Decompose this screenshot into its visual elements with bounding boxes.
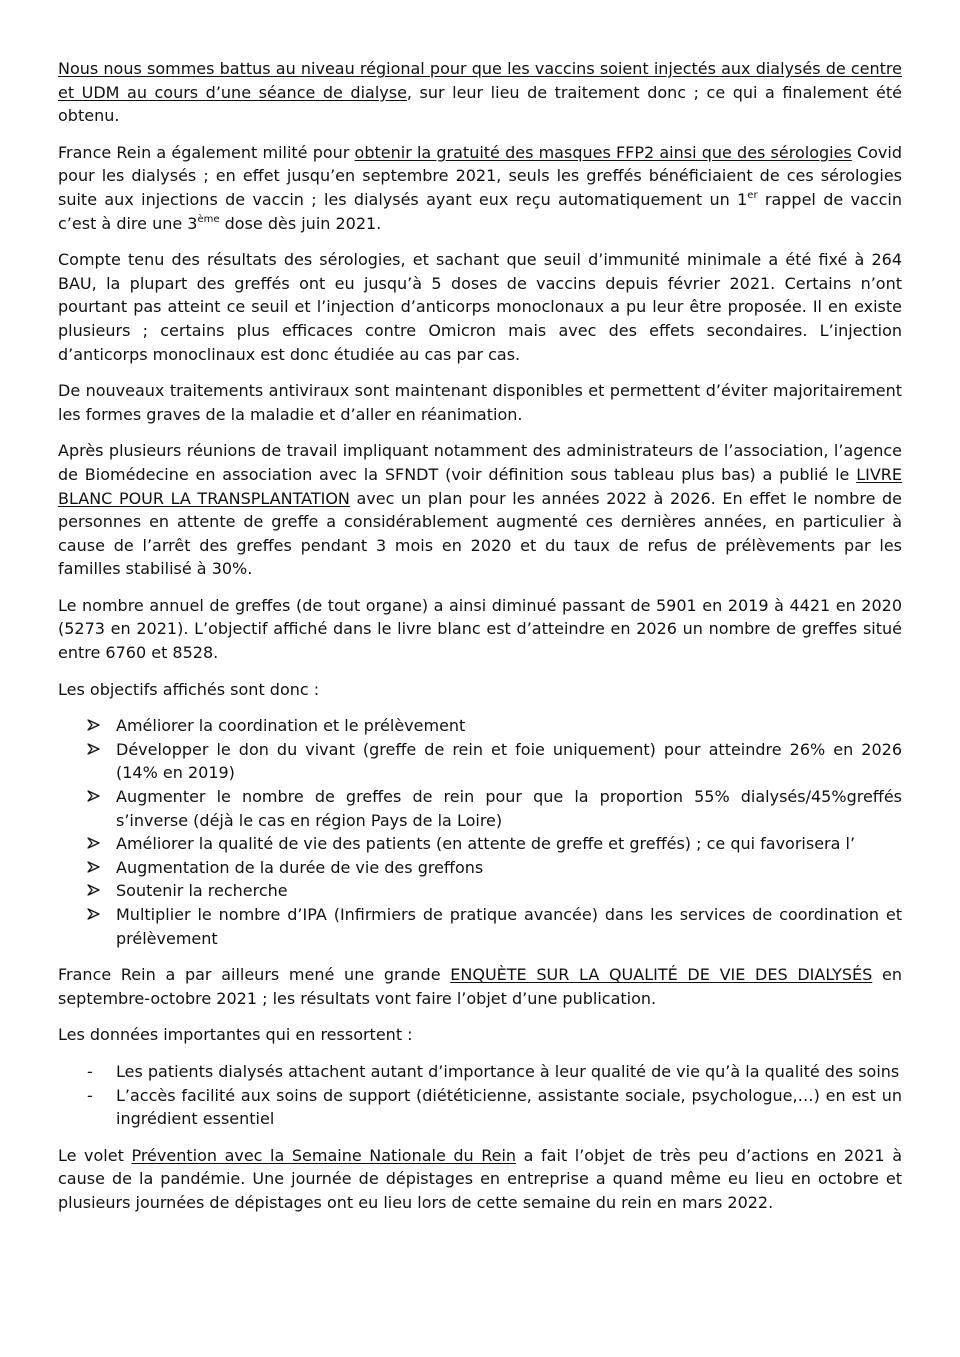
paragraph-ffp2-serology — [58, 141, 902, 235]
list-item-text: Multiplier le nombre d’IPA (Infirmiers de pratique avancée) dans les services de coordination et prélèvement — [116, 905, 902, 948]
list-item — [58, 832, 902, 856]
paragraph-objectives-intro: Les objectifs affichés sont donc : — [58, 679, 320, 699]
paragraph-white-book — [58, 439, 902, 581]
arrow-bullet-icon — [87, 714, 100, 738]
list-item-text: Soutenir la recherche — [116, 881, 288, 901]
paragraph-transplant-numbers: Le nombre annuel de greffes (de tout organe) a ainsi diminué passant de 5901 en 2019 à 4421 en 2020 (5273 en 2021). L’objectif affiché dans le livre blanc est d’atteindre en 2026 un nombre de greffes situé entre 6760 et 8528. — [58, 595, 902, 663]
list-item — [58, 714, 902, 738]
arrow-bullet-icon — [87, 879, 100, 903]
dash-bullet: - — [87, 1061, 93, 1081]
arrow-bullet-icon — [87, 903, 100, 927]
list-item-text: Améliorer la qualité de vie des patients (en attente de greffe et greffés) ; ce qui favorisera l’ — [116, 834, 856, 854]
arrow-bullet-icon — [87, 738, 100, 762]
list-item-text: Augmentation de la durée de vie des greffons — [116, 857, 484, 877]
text-span: France Rein a également milité pour — [58, 142, 355, 162]
arrow-bullet-icon — [87, 785, 100, 809]
text-span: Après plusieurs réunions de travail impliquant notamment des administrateurs de l’association, l’agence de Biomédecine en association avec la SFNDT (voir définition sous tableau plus bas) a publié le — [58, 441, 902, 484]
text-span: avec un plan pour les années 2022 à 2026. En effet le nombre de personnes en attente de greffe a considérablement augmenté ces dernières années, en particulier à cause de l’arrêt des greffes pendant 3 mois en 2020 et du taux de refus de prélèvements par les familles stabilisé à 30%. — [58, 488, 903, 579]
list-item-text: L’accès facilité aux soins de support (diététicienne, assistante sociale, psychologue,…) en est un ingrédient essentiel — [116, 1085, 902, 1129]
paragraph-quality-survey — [58, 963, 902, 1010]
text-span: a fait l’objet de très peu d’actions en 2021 à cause de la pandémie. Une journée de dépistages en entreprise a quand même eu lieu en octobre et plusieurs journées de dépistages ont eu lieu lors de cette semaine du rein en mars 2022. — [58, 1145, 902, 1212]
list-item — [58, 879, 902, 903]
text-span: en septembre-octobre 2021 ; les résultats vont faire l’objet d’une publication. — [58, 965, 902, 1008]
document-page — [58, 57, 902, 1228]
text-span: , sur leur lieu de traitement donc ; ce qui a finalement été obtenu. — [58, 82, 902, 126]
objectives-list — [58, 714, 902, 950]
list-item-text: Améliorer la coordination et le prélèvement — [116, 716, 466, 736]
arrow-bullet-icon — [87, 856, 100, 880]
underlined-phrase: obtenir la gratuité des masques FFP2 ainsi que des sérologies — [354, 142, 852, 162]
list-item-text: Augmenter le nombre de greffes de rein pour que la proportion 55% dialysés/45%greffés s’inverse (déjà le cas en région Pays de la Loire) — [116, 787, 902, 830]
paragraph-vaccination-dialysis — [58, 57, 902, 128]
paragraph-antiviral-treatments: De nouveaux traitements antiviraux sont maintenant disponibles et permettent d’éviter majoritairement les formes graves de la maladie et d’aller en réanimation. — [58, 381, 902, 424]
list-item — [58, 1060, 902, 1084]
underlined-phrase: Nous nous sommes battus au niveau régional pour que les vaccins soient injectés aux dialysés de centre et UDM au cours d’une séance de dialyse — [58, 59, 902, 102]
text-span: France Rein a par ailleurs mené une grande — [58, 965, 451, 985]
paragraph-prevention — [58, 1144, 902, 1215]
list-item-text: Développer le don du vivant (greffe de rein et foie uniquement) pour atteindre 26% en 2026 (14% en 2019) — [116, 739, 902, 783]
findings-list — [58, 1060, 902, 1131]
underlined-phrase: ENQUÈTE SUR LA QUALITÉ DE VIE DES DIALYSÉS — [450, 965, 873, 985]
superscript: ème — [197, 213, 220, 225]
text-span: Le volet — [58, 1145, 132, 1165]
underlined-phrase: LIVRE BLANC POUR LA TRANSPLANTATION — [58, 464, 902, 508]
paragraph-findings-intro: Les données importantes qui en ressortent : — [58, 1025, 413, 1045]
list-item-text: Les patients dialysés attachent autant d’importance à leur qualité de vie qu’à la qualité des soins — [116, 1061, 900, 1081]
list-item — [58, 903, 902, 950]
text-span: dose dès juin 2021. — [219, 213, 382, 233]
text-span: Covid pour les dialysés ; en effet jusqu’en septembre 2021, seuls les greffés bénéficiaient de ces sérologies suite aux injections de vaccin ; les dialysés ayant eux reçu automatiquement un 1 — [58, 142, 902, 209]
arrow-bullet-icon — [87, 832, 100, 856]
list-item — [58, 856, 902, 880]
underlined-phrase: Prévention avec la Semaine Nationale du Rein — [131, 1145, 517, 1165]
list-item — [58, 1084, 902, 1131]
text-span: rappel de vaccin c’est à dire une 3 — [58, 189, 903, 233]
paragraph-serology-results: Compte tenu des résultats des sérologies, et sachant que seuil d’immunité minimale a été fixé à 264 BAU, la plupart des greffés ont eu jusqu’à 5 doses de vaccins depuis février 2021. Certains n’ont pourtant pas atteint ce seuil et l’injection d’anticorps monoclonaux a pu leur être proposée. Il en existe plusieurs ; certains plus efficaces contre Omicron mais avec des effets secondaires. L’injection d’anticorps monoclinaux est donc étudiée au cas par cas. — [58, 250, 902, 364]
superscript: er — [747, 189, 758, 201]
list-item — [58, 785, 902, 832]
list-item — [58, 738, 902, 785]
dash-bullet: - — [87, 1085, 93, 1105]
